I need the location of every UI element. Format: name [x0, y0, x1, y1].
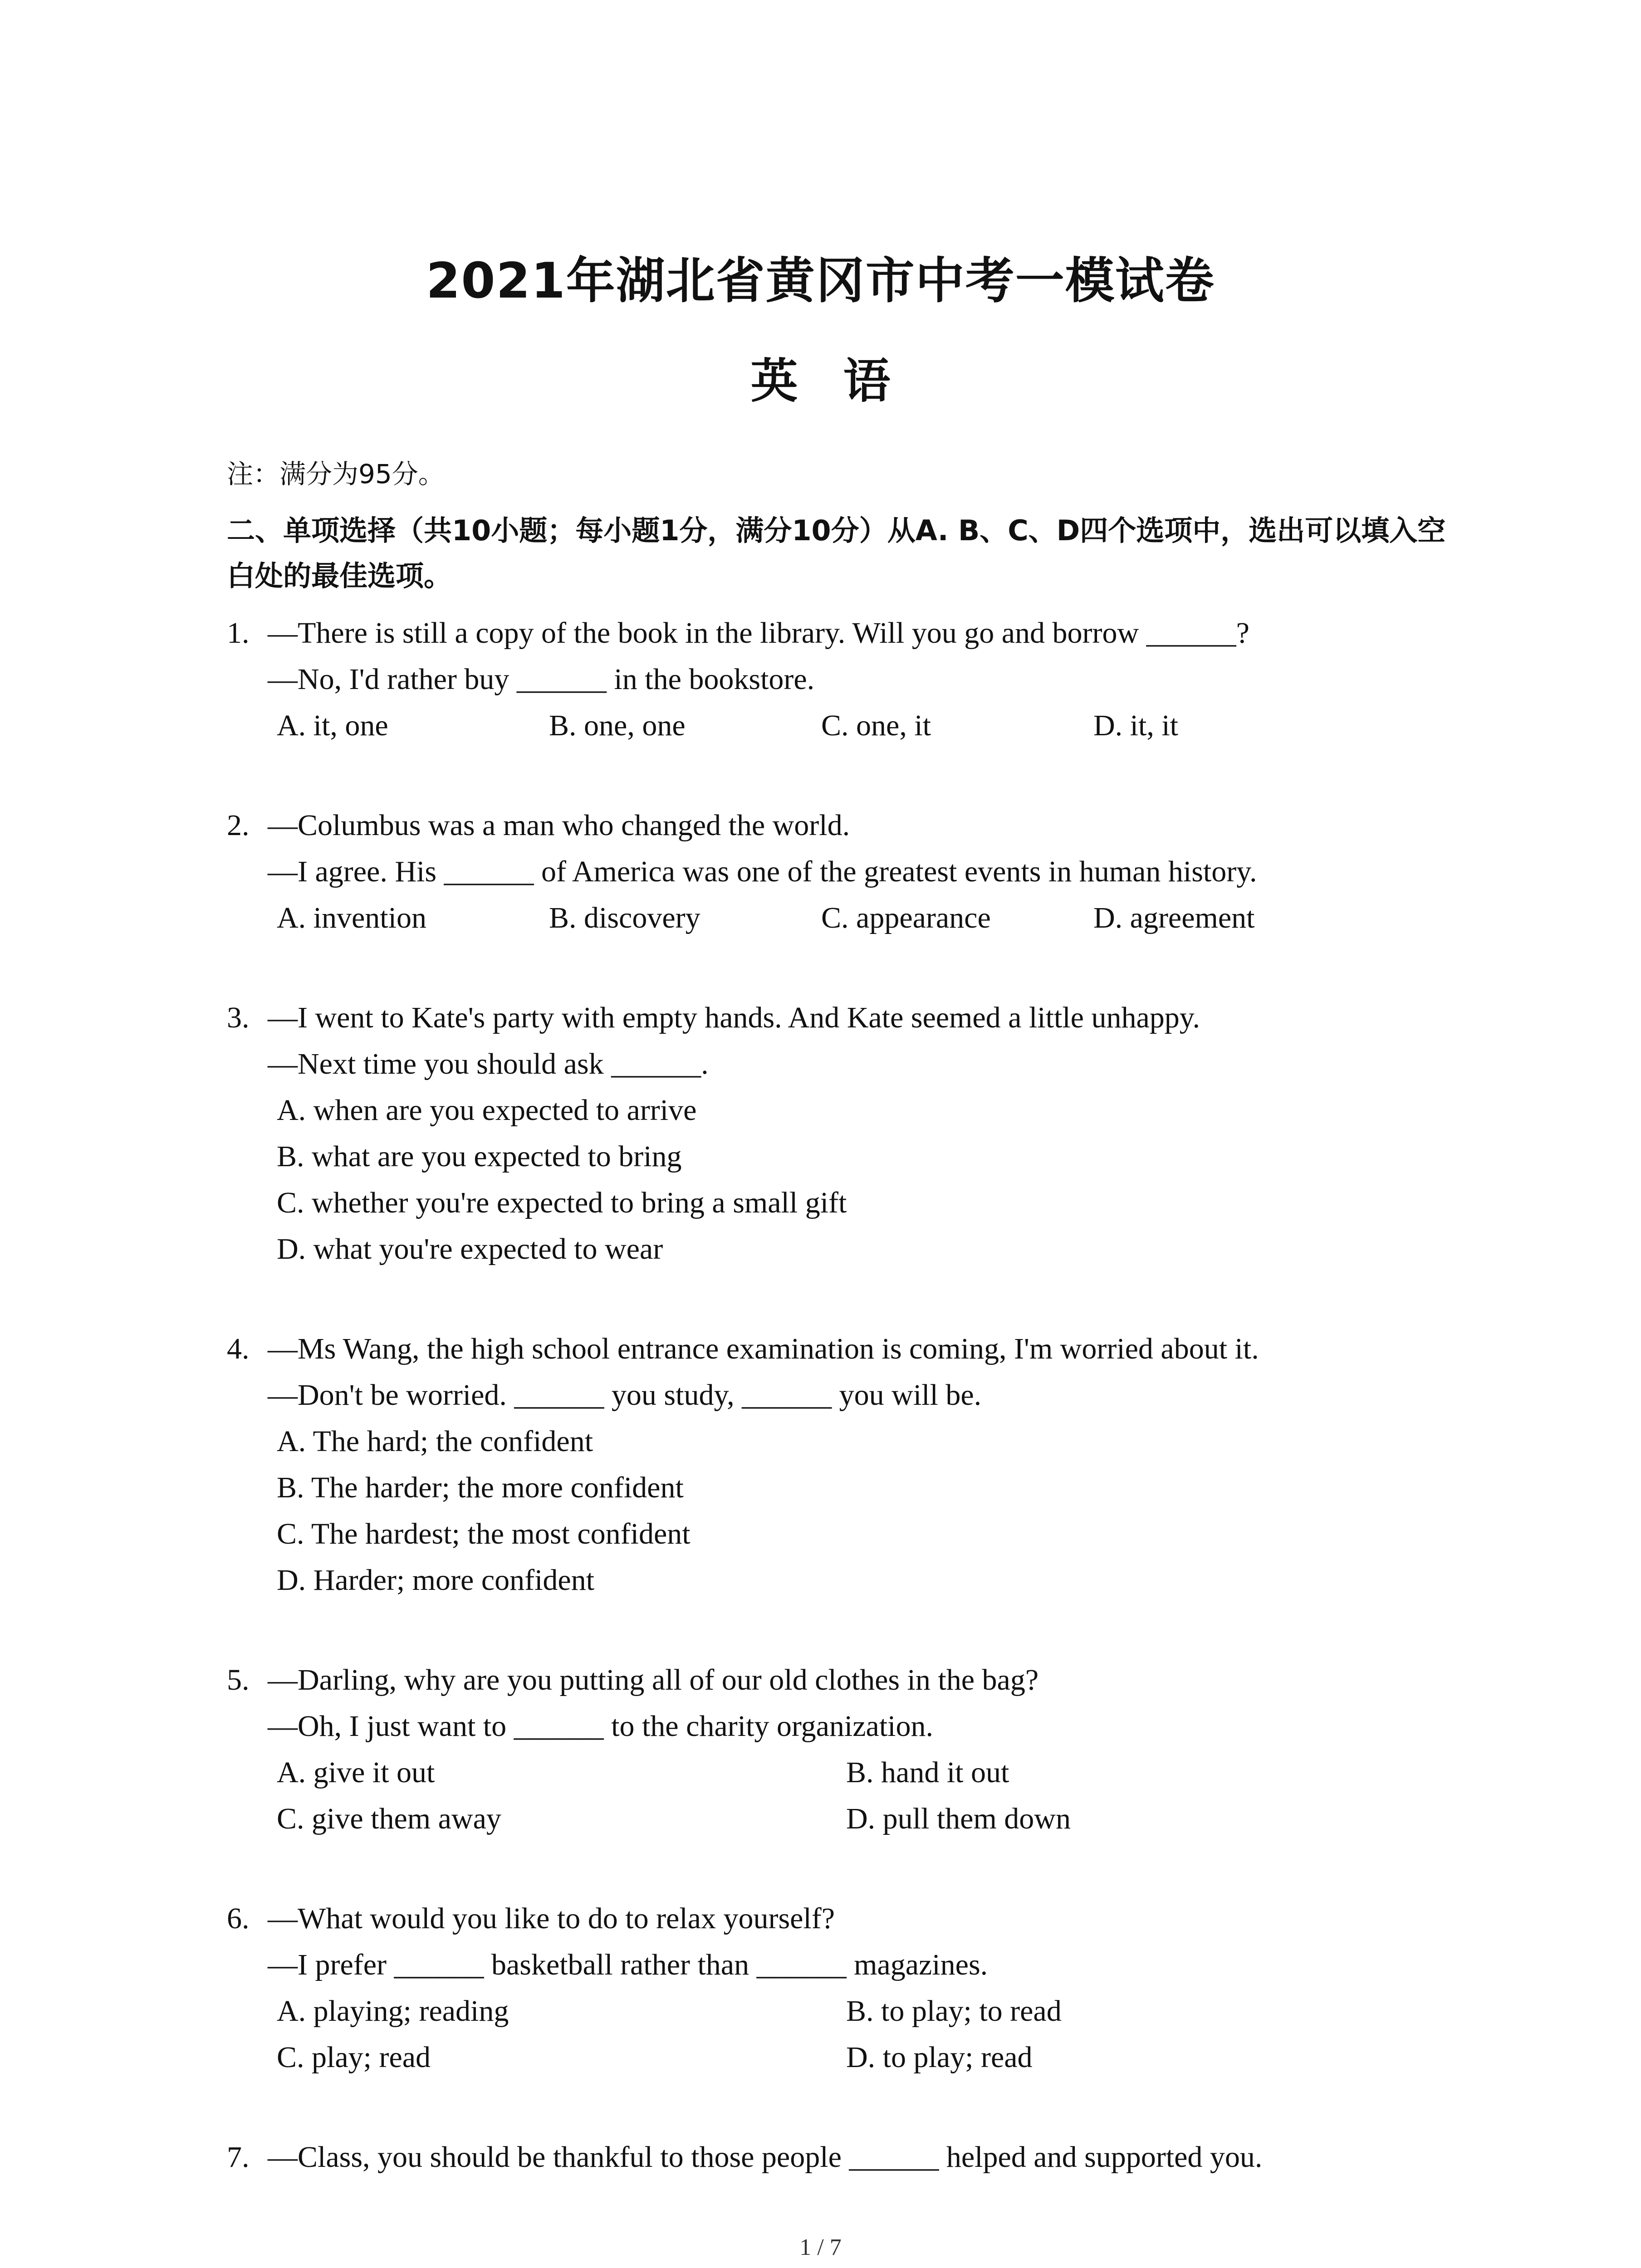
option-a: A. when are you expected to arrive: [277, 1094, 697, 1127]
option-b: B. The harder; the more confident: [277, 1471, 684, 1504]
question-4: [227, 1326, 1452, 1603]
question-2: [227, 802, 1452, 941]
question-number: 3.: [227, 1001, 250, 1034]
question-line: —There is still a copy of the book in the library. Will you go and borrow ______?: [268, 616, 1249, 650]
option-c: C. whether you're expected to bring a small gift: [277, 1186, 847, 1219]
question-line: —I prefer ______ basketball rather than ______ magazines.: [268, 1948, 988, 1981]
score-note: 注：满分为95分。: [227, 459, 445, 489]
exam-title: 2021年湖北省黄冈市中考一模试卷: [426, 253, 1215, 309]
option-b: B. what are you expected to bring: [277, 1140, 682, 1173]
option-row: [227, 1796, 1452, 1842]
question-line: —I went to Kate's party with empty hands. And Kate seemed a little unhappy.: [268, 1001, 1200, 1034]
page-number: 1 / 7: [799, 2234, 842, 2260]
exam-subject: 英语: [750, 353, 936, 409]
question-line: —Next time you should ask ______.: [268, 1047, 709, 1080]
option-c: C. give them away: [277, 1802, 501, 1835]
question-list: [227, 610, 1452, 2234]
option-row: [227, 703, 1452, 749]
option-c: C. one, it: [821, 709, 931, 742]
question-number: 2.: [227, 809, 250, 842]
question-line: —Darling, why are you putting all of our old clothes in the bag?: [268, 1663, 1039, 1696]
option-d: D. pull them down: [846, 1802, 1071, 1835]
question-1: [227, 610, 1452, 749]
question-line: —Ms Wang, the high school entrance examination is coming, I'm worried about it.: [268, 1332, 1259, 1365]
question-line: —Don't be worried. ______ you study, ______ you will be.: [268, 1378, 982, 1412]
option-row: [227, 1750, 1452, 1796]
question-3: [227, 995, 1452, 1272]
option-b: B. to play; to read: [846, 1994, 1062, 2028]
question-6: [227, 1896, 1452, 2081]
option-c: C. appearance: [821, 901, 991, 934]
option-a: A. playing; reading: [277, 1994, 509, 2028]
option-d: D. agreement: [1093, 901, 1255, 934]
question-number: 4.: [227, 1332, 250, 1365]
option-a: A. it, one: [277, 709, 388, 742]
option-row: [227, 1988, 1452, 2034]
option-d: D. what you're expected to wear: [277, 1232, 663, 1266]
option-d: D. it, it: [1093, 709, 1179, 742]
question-5: [227, 1657, 1452, 1842]
option-a: A. The hard; the confident: [277, 1425, 593, 1458]
option-row: [227, 895, 1452, 941]
question-7: [227, 2134, 1452, 2180]
section-instructions: 二、单项选择（共10小题；每小题1分，满分10分）从A. B、C、D四个选项中，选出可以填入空白处的最佳选项。: [227, 514, 1446, 592]
question-line: —I agree. His ______ of America was one of the greatest events in human history.: [268, 855, 1257, 888]
question-line: —No, I'd rather buy ______ in the bookstore.: [268, 663, 815, 696]
option-a: A. give it out: [277, 1756, 435, 1789]
option-d: D. to play; read: [846, 2041, 1033, 2074]
option-b: B. hand it out: [846, 1756, 1009, 1789]
option-c: C. The hardest; the most confident: [277, 1517, 691, 1550]
option-c: C. play; read: [277, 2041, 431, 2074]
option-b: B. one, one: [549, 709, 686, 742]
option-a: A. invention: [277, 901, 426, 934]
question-number: 7.: [227, 2141, 250, 2174]
question-number: 6.: [227, 1902, 250, 1935]
question-number: 1.: [227, 616, 250, 650]
question-line: —Columbus was a man who changed the world.: [268, 809, 850, 842]
option-b: B. discovery: [549, 901, 700, 934]
question-number: 5.: [227, 1663, 250, 1696]
option-d: D. Harder; more confident: [277, 1564, 595, 1597]
question-line: —Oh, I just want to ______ to the charity organization.: [268, 1710, 934, 1743]
question-line: —What would you like to do to relax yourself?: [268, 1902, 835, 1935]
question-line: —Class, you should be thankful to those people ______ helped and supported you.: [268, 2141, 1263, 2174]
option-row: [227, 2034, 1452, 2081]
